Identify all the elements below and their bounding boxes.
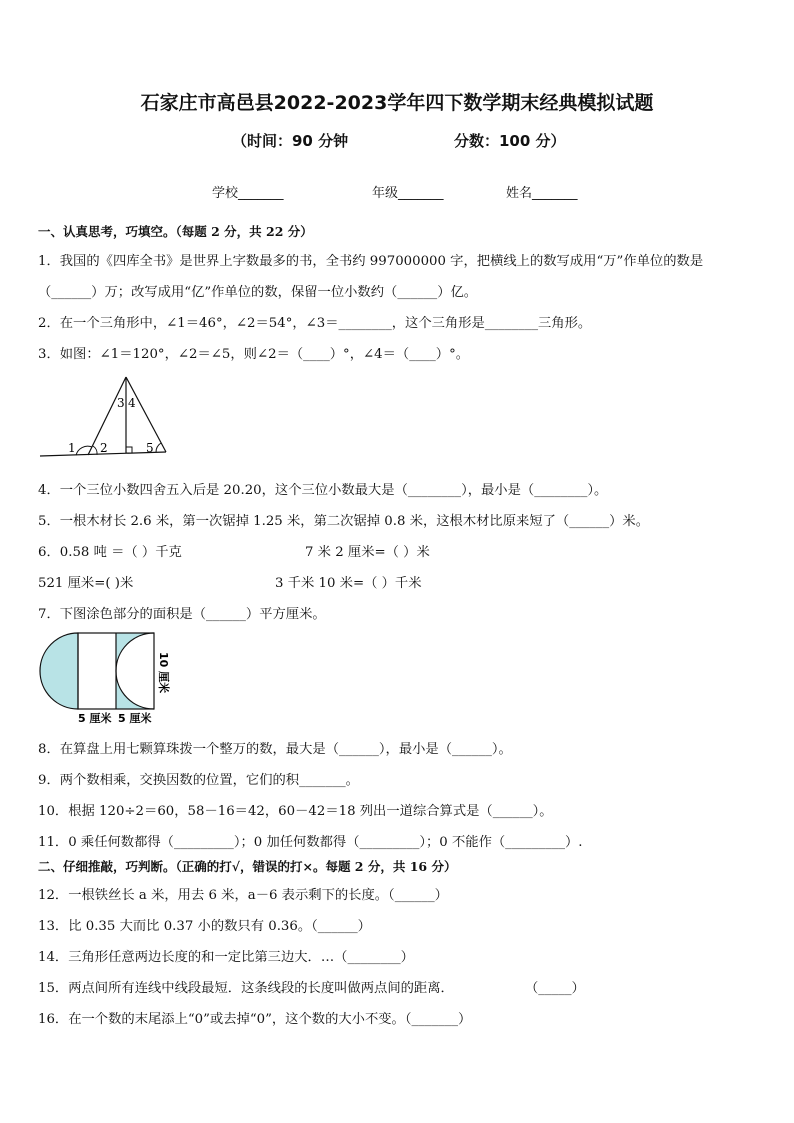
width-label-2: 5 厘米 <box>118 712 152 725</box>
angle-label-4: 4 <box>128 396 136 410</box>
section-1-heading: 一、认真思考，巧填空。（每题 2 分，共 22 分） <box>38 224 313 239</box>
question-14: 14．三角形任意两边长度的和一定比第三边大．…（________） <box>38 950 414 965</box>
triangle-figure <box>38 372 173 462</box>
question-16: 16．在一个数的末尾添上“0”或去掉“0”，这个数的大小不变。（_______） <box>38 1012 472 1027</box>
name-field: 姓名_______ <box>506 186 578 201</box>
question-4: 4．一个三位小数四舍五入后是 20.20，这个三位小数最大是（________），最小是（________）。 <box>38 483 608 498</box>
height-label: 10 厘米 <box>157 652 170 694</box>
section-2-heading: 二、仔细推敲，巧判断。（正确的打√，错误的打×。每题 2 分，共 16 分） <box>38 859 457 874</box>
question-6-b: 7 米 2 厘米=（ ）米 <box>305 545 430 560</box>
question-10: 10．根据 120÷2＝60，58－16＝42，60－42＝18 列出一道综合算式是（______）。 <box>38 804 553 819</box>
question-7: 7．下图涂色部分的面积是（______）平方厘米。 <box>38 607 326 622</box>
question-15-blank: （_____） <box>525 981 585 996</box>
school-field: 学校_______ <box>212 186 284 201</box>
question-6-a: 6．0.58 吨 ＝（ ）千克 <box>38 545 182 560</box>
question-15: 15．两点间所有连线中线段最短．这条线段的长度叫做两点间的距离． <box>38 981 454 996</box>
question-6-c: 521 厘米=( )米 <box>38 576 134 591</box>
question-8: 8．在算盘上用七颗算珠拨一个整万的数，最大是（______），最小是（______）。 <box>38 742 512 757</box>
grade-field: 年级_______ <box>372 186 444 201</box>
angle-label-1: 1 <box>68 441 76 455</box>
angle-label-5: 5 <box>146 441 154 455</box>
question-12: 12．一根铁丝长 a 米，用去 6 米，a－6 表示剩下的长度。（______） <box>38 888 448 903</box>
shaded-area-figure <box>38 628 178 728</box>
question-5: 5．一根木材长 2.6 米，第一次锯掉 1.25 米，第二次锯掉 0.8 米，这根木材比原来短了（______）米。 <box>38 514 649 529</box>
question-6-d: 3 千米 10 米=（ ）千米 <box>275 576 422 591</box>
question-1-line-1: 1．我国的《四库全书》是世界上字数最多的书，全书约 997000000 字，把横线上的数写成用“万”作单位的数是 <box>38 254 704 269</box>
exam-score: 分数：100 分） <box>454 132 566 150</box>
question-9: 9．两个数相乘，交换因数的位置，它们的积_______。 <box>38 773 359 788</box>
angle-label-2: 2 <box>100 441 108 455</box>
question-13: 13．比 0.35 大而比 0.37 小的数只有 0.36。（______） <box>38 919 371 934</box>
angle-label-3: 3 <box>117 396 125 410</box>
question-1-line-2: （______）万；改写成用“亿”作单位的数，保留一位小数约（______）亿。 <box>38 285 478 300</box>
width-label-1: 5 厘米 <box>78 712 112 725</box>
page-title: 石家庄市高邑县2022-2023学年四下数学期末经典模拟试题 <box>140 92 654 114</box>
question-3: 3．如图：∠1＝120°，∠2＝∠5，则∠2＝（____）°，∠4＝（____）°。 <box>38 347 470 362</box>
question-2: 2．在一个三角形中，∠1＝46°，∠2＝54°，∠3＝________，这个三角形是________三角形。 <box>38 316 592 331</box>
question-11: 11．0 乘任何数都得（_________）；0 加任何数都得（_________）；0 不能作（_________）. <box>38 835 583 850</box>
exam-time: （时间：90 分钟 <box>232 132 349 150</box>
